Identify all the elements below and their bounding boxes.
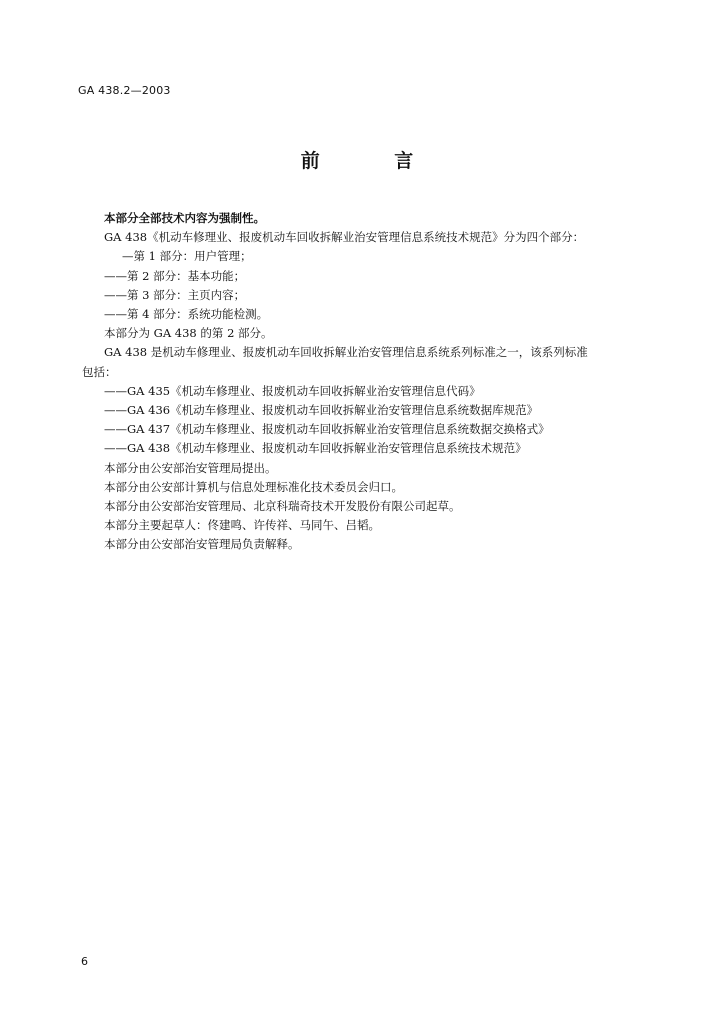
- page-title: 前 言: [300, 150, 448, 172]
- paragraph-line: GA 438《机动车修理业、报废机动车回收拆解业治安管理信息系统技术规范》分为四个部分：: [104, 230, 585, 245]
- paragraph-line: 包括：: [82, 364, 117, 379]
- list-item: ——GA 438《机动车修理业、报废机动车回收拆解业治安管理信息系统技术规范》: [104, 441, 527, 456]
- list-item: —第 1 部分：用户管理；: [122, 249, 252, 264]
- list-item: ——GA 435《机动车修理业、报废机动车回收拆解业治安管理信息代码》: [104, 383, 481, 398]
- paragraph-line: 本部分主要起草人：佟建鸣、许传祥、马同午、吕韬。: [104, 518, 380, 533]
- standard-number: GA 438.2—2003: [78, 84, 171, 97]
- paragraph-line: 本部分由公安部治安管理局提出。: [104, 460, 277, 475]
- paragraph-line: 本部分为 GA 438 的第 2 部分。: [104, 326, 273, 341]
- list-item: ——第 2 部分：基本功能；: [104, 268, 246, 283]
- paragraph-line: GA 438 是机动车修理业、报废机动车回收拆解业治安管理信息系统系列标准之一，该系列标准: [104, 345, 588, 360]
- list-item: ——第 4 部分：系统功能检测。: [104, 307, 269, 322]
- list-item: ——GA 436《机动车修理业、报废机动车回收拆解业治安管理信息系统数据库规范》: [104, 403, 539, 418]
- foreword-body: [82, 209, 644, 555]
- paragraph-line: 本部分由公安部治安管理局负责解释。: [104, 537, 300, 552]
- page-number: 6: [81, 955, 88, 968]
- list-item: ——GA 437《机动车修理业、报废机动车回收拆解业治安管理信息系统数据交换格式》: [104, 422, 550, 437]
- paragraph-line: 本部分由公安部治安管理局、北京科瑞奇技术开发股份有限公司起草。: [104, 499, 461, 514]
- paragraph-line: 本部分由公安部计算机与信息处理标准化技术委员会归口。: [104, 479, 403, 494]
- paragraph-line: 本部分全部技术内容为强制性。: [104, 211, 265, 225]
- list-item: ——第 3 部分：主页内容；: [104, 287, 246, 302]
